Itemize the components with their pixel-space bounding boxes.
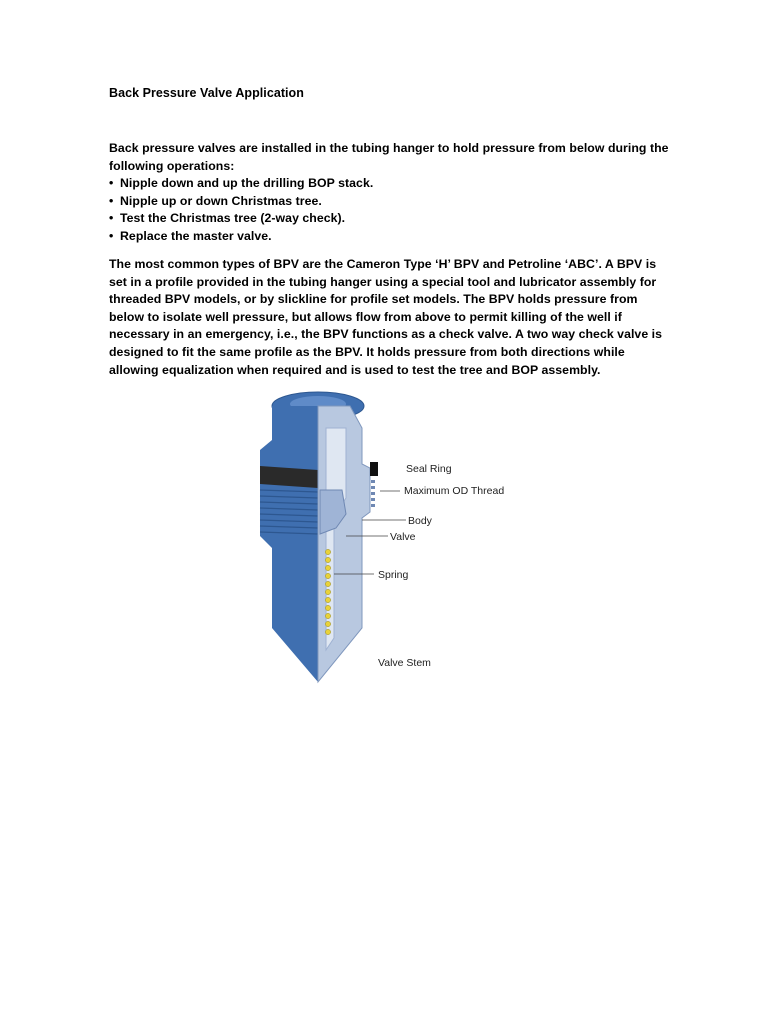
intro-line: Back pressure valves are installed in the tubing hanger to hold pressure from below during the bbox=[109, 141, 669, 155]
bullet-icon: • bbox=[109, 176, 114, 191]
callout-max-od-thread: Maximum OD Thread bbox=[404, 485, 505, 497]
intro-paragraph bbox=[109, 140, 669, 246]
thread-teeth bbox=[371, 480, 375, 507]
bullet-icon: • bbox=[109, 228, 114, 243]
list-item: • Test the Christmas tree (2-way check). bbox=[109, 210, 669, 228]
list-item: • Nipple down and up the drilling BOP stack. bbox=[109, 175, 669, 193]
callout-seal-ring: Seal Ring bbox=[406, 463, 452, 475]
bpv-diagram bbox=[250, 388, 550, 688]
list-item: • Nipple up or down Christmas tree. bbox=[109, 193, 669, 211]
callout-spring: Spring bbox=[378, 569, 409, 581]
callout-valve-stem: Valve Stem bbox=[378, 657, 431, 669]
spring bbox=[325, 549, 330, 634]
body-line: The most common types of BPV are the Cameron Type ‘H’ BPV and Petroline ‘ABC’. A BPV is bbox=[109, 257, 657, 271]
body-line: allowing equalization when required and is used to test the tree and BOP assembly. bbox=[109, 362, 601, 377]
body-line: below to isolate well pressure, but allows flow from above to permit killing of the well if bbox=[109, 309, 622, 324]
body-line: necessary in an emergency, i.e., the BPV functions as a check valve. A two way check valve is bbox=[109, 327, 663, 342]
document-title: Back Pressure Valve Application bbox=[109, 86, 304, 100]
bpv-cutaway-illustration bbox=[250, 388, 550, 688]
body-line: threaded BPV models, or by slickline for profile set models. The BPV holds pressure from bbox=[109, 292, 638, 307]
bullet-icon: • bbox=[109, 193, 114, 208]
operations-list bbox=[109, 175, 669, 245]
callout-body: Body bbox=[408, 515, 432, 527]
bullet-icon: • bbox=[109, 211, 114, 226]
body-line: set in a profile provided in the tubing hanger using a special tool and lubricator assembly for bbox=[109, 274, 657, 289]
body-paragraph bbox=[109, 256, 669, 379]
valve-stem-exterior bbox=[272, 548, 318, 682]
list-item: • Replace the master valve. bbox=[109, 228, 669, 246]
body-line: designed to fit the same profile as the BPV. It holds pressure from both directions while bbox=[109, 344, 625, 359]
callout-valve: Valve bbox=[390, 531, 416, 543]
seal-ring-section bbox=[370, 462, 378, 476]
intro-line: following operations: bbox=[109, 158, 235, 173]
